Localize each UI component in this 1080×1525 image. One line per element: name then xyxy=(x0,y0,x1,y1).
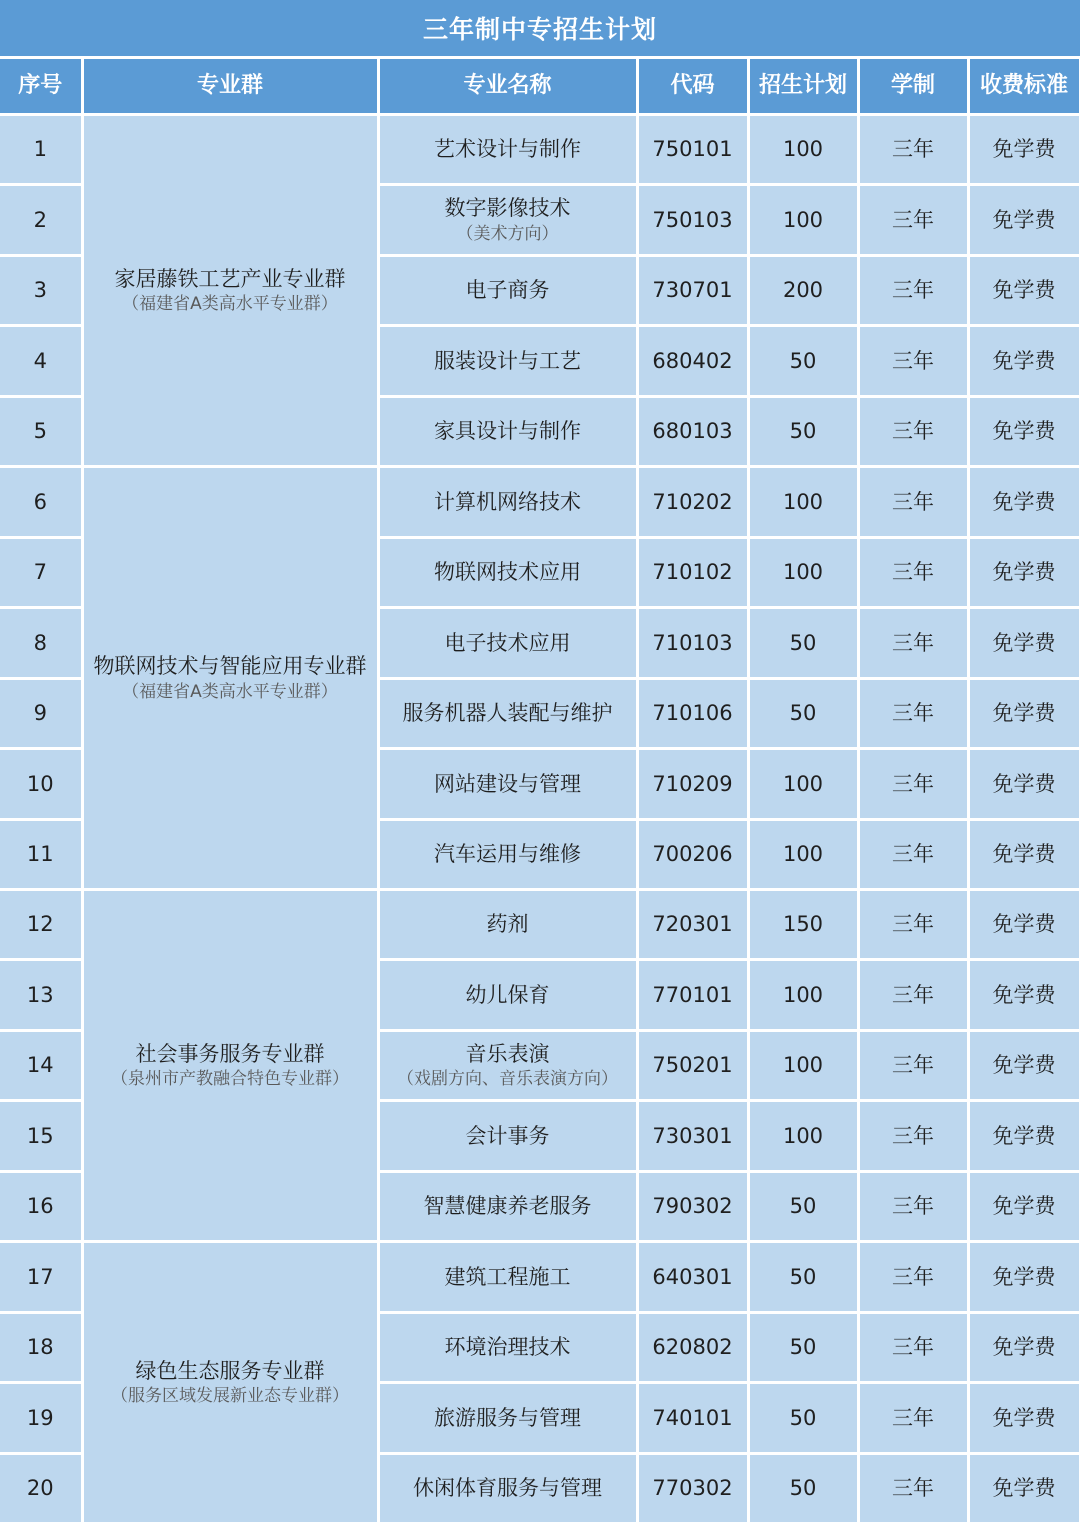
row-number: 17 xyxy=(26,1264,54,1289)
fee-standard-cell xyxy=(970,1032,1079,1099)
header-label: 收费标准 xyxy=(979,73,1068,99)
major-code: 730301 xyxy=(652,1123,733,1148)
row-number-cell xyxy=(0,680,81,747)
major-group-note: （泉州市产教融合特色专业群） xyxy=(111,1069,349,1089)
row-number-cell xyxy=(0,1102,81,1170)
study-length-cell xyxy=(860,1173,967,1240)
fee-standard-cell xyxy=(970,1243,1079,1311)
enrollment-plan: 100 xyxy=(782,137,824,162)
major-name-cell xyxy=(380,398,636,465)
enrollment-plan: 50 xyxy=(789,1405,817,1430)
major-name: 数字影像技术 xyxy=(444,196,571,221)
study-length: 三年 xyxy=(892,1335,934,1360)
row-number: 15 xyxy=(26,1123,54,1148)
enrollment-plan-cell xyxy=(750,257,857,324)
row-number-cell xyxy=(0,1032,81,1099)
major-code: 710103 xyxy=(652,630,733,655)
major-group-cell xyxy=(84,1243,377,1522)
major-code-cell xyxy=(639,609,747,677)
major-code-cell xyxy=(639,1384,747,1452)
major-name: 药剂 xyxy=(486,912,529,937)
fee-standard: 免学费 xyxy=(992,1053,1056,1078)
study-length-cell xyxy=(860,1032,967,1099)
header-label: 序号 xyxy=(18,73,63,99)
major-code: 720301 xyxy=(652,912,733,937)
major-name-cell xyxy=(380,539,636,606)
enrollment-plan: 50 xyxy=(789,1335,817,1360)
fee-standard: 免学费 xyxy=(992,1194,1056,1219)
study-length: 三年 xyxy=(892,489,934,514)
enrollment-plan: 50 xyxy=(789,419,817,444)
study-length: 三年 xyxy=(892,1123,934,1148)
major-code-cell xyxy=(639,750,747,818)
row-number: 4 xyxy=(33,348,47,373)
header-col-no xyxy=(0,59,81,113)
study-length-cell xyxy=(860,1455,967,1522)
major-name: 电子商务 xyxy=(465,278,550,303)
major-code-cell xyxy=(639,1455,747,1522)
major-code: 770302 xyxy=(652,1476,733,1501)
fee-standard: 免学费 xyxy=(992,560,1056,585)
header-label: 专业群 xyxy=(196,73,263,99)
enrollment-plan: 50 xyxy=(789,701,817,726)
major-name: 汽车运用与维修 xyxy=(434,842,581,867)
major-code-cell xyxy=(639,1173,747,1240)
major-name-cell xyxy=(380,821,636,888)
enrollment-plan-cell xyxy=(750,1032,857,1099)
major-name-cell xyxy=(380,680,636,747)
row-number: 5 xyxy=(33,419,47,444)
major-group-name: 物联网技术与智能应用专业群 xyxy=(93,654,367,679)
row-number: 1 xyxy=(33,137,47,162)
row-number-cell xyxy=(0,1314,81,1381)
header-label: 专业名称 xyxy=(463,73,552,99)
fee-standard-cell xyxy=(970,750,1079,818)
major-code-cell xyxy=(639,1243,747,1311)
row-number-cell xyxy=(0,398,81,465)
study-length: 三年 xyxy=(892,701,934,726)
row-number: 18 xyxy=(26,1335,54,1360)
enrollment-plan: 50 xyxy=(789,348,817,373)
major-code: 770101 xyxy=(652,982,733,1007)
major-code-cell xyxy=(639,961,747,1029)
enrollment-plan: 100 xyxy=(782,489,824,514)
study-length: 三年 xyxy=(892,630,934,655)
major-name: 家具设计与制作 xyxy=(434,419,581,444)
enrollment-plan: 100 xyxy=(782,842,824,867)
row-number-cell xyxy=(0,1173,81,1240)
enrollment-plan-cell xyxy=(750,609,857,677)
header-label: 学制 xyxy=(890,73,935,99)
fee-standard-cell xyxy=(970,680,1079,747)
fee-standard: 免学费 xyxy=(992,207,1056,232)
fee-standard-cell xyxy=(970,609,1079,677)
enrollment-plan: 100 xyxy=(782,771,824,796)
major-code: 680402 xyxy=(652,348,733,373)
enrollment-plan-cell xyxy=(750,1243,857,1311)
study-length-cell xyxy=(860,1102,967,1170)
major-group-note: （服务区域发展新业态专业群） xyxy=(111,1386,349,1406)
enrollment-plan-cell xyxy=(750,1173,857,1240)
fee-standard-cell xyxy=(970,539,1079,606)
row-number: 19 xyxy=(26,1405,54,1430)
row-number: 13 xyxy=(26,982,54,1007)
study-length: 三年 xyxy=(892,1194,934,1219)
enrollment-plan-cell xyxy=(750,539,857,606)
header-col-major xyxy=(380,59,636,113)
major-group-name: 绿色生态服务专业群 xyxy=(135,1358,325,1383)
header-label: 代码 xyxy=(670,73,715,99)
major-name: 网站建设与管理 xyxy=(434,771,581,796)
enrollment-plan-cell xyxy=(750,327,857,395)
enrollment-plan: 100 xyxy=(782,1123,824,1148)
row-number: 6 xyxy=(33,489,47,514)
fee-standard: 免学费 xyxy=(992,137,1056,162)
major-name: 服装设计与工艺 xyxy=(434,348,581,373)
major-group-name: 社会事务服务专业群 xyxy=(135,1041,325,1066)
row-number: 7 xyxy=(33,560,47,585)
fee-standard: 免学费 xyxy=(992,630,1056,655)
major-group-name: 家居藤铁工艺产业专业群 xyxy=(114,266,346,291)
row-number-cell xyxy=(0,539,81,606)
major-code: 750201 xyxy=(652,1053,733,1078)
major-name-cell xyxy=(380,750,636,818)
row-number-cell xyxy=(0,750,81,818)
fee-standard: 免学费 xyxy=(992,842,1056,867)
major-code-cell xyxy=(639,398,747,465)
fee-standard: 免学费 xyxy=(992,348,1056,373)
row-number: 20 xyxy=(26,1476,54,1501)
major-name-cell xyxy=(380,1384,636,1452)
major-code: 730701 xyxy=(652,278,733,303)
enrollment-plan: 50 xyxy=(789,1476,817,1501)
major-name: 艺术设计与制作 xyxy=(434,137,581,162)
enrollment-plan: 100 xyxy=(782,982,824,1007)
major-code-cell xyxy=(639,468,747,536)
row-number: 12 xyxy=(26,912,54,937)
fee-standard-cell xyxy=(970,327,1079,395)
study-length-cell xyxy=(860,680,967,747)
study-length: 三年 xyxy=(892,1405,934,1430)
study-length: 三年 xyxy=(892,842,934,867)
fee-standard-cell xyxy=(970,186,1079,254)
major-name: 幼儿保育 xyxy=(465,982,550,1007)
enrollment-plan: 50 xyxy=(789,630,817,655)
row-number-cell xyxy=(0,1455,81,1522)
major-code-cell xyxy=(639,1102,747,1170)
header-col-code xyxy=(639,59,747,113)
study-length: 三年 xyxy=(892,560,934,585)
fee-standard-cell xyxy=(970,398,1079,465)
major-code: 710209 xyxy=(652,771,733,796)
header-col-years xyxy=(860,59,967,113)
major-name: 物联网技术应用 xyxy=(434,560,581,585)
enrollment-plan-cell xyxy=(750,468,857,536)
enrollment-plan-cell xyxy=(750,398,857,465)
enrollment-plan: 100 xyxy=(782,560,824,585)
study-length: 三年 xyxy=(892,771,934,796)
fee-standard: 免学费 xyxy=(992,982,1056,1007)
study-length-cell xyxy=(860,891,967,958)
major-code: 700206 xyxy=(652,842,733,867)
row-number-cell xyxy=(0,1243,81,1311)
fee-standard: 免学费 xyxy=(992,1123,1056,1148)
major-name: 服务机器人装配与维护 xyxy=(402,701,613,726)
row-number-cell xyxy=(0,609,81,677)
enrollment-plan-cell xyxy=(750,116,857,183)
fee-standard: 免学费 xyxy=(992,1405,1056,1430)
row-number-cell xyxy=(0,1384,81,1452)
row-number-cell xyxy=(0,961,81,1029)
major-name: 智慧健康养老服务 xyxy=(423,1194,592,1219)
major-code: 640301 xyxy=(652,1264,733,1289)
study-length: 三年 xyxy=(892,278,934,303)
major-name: 会计事务 xyxy=(465,1123,550,1148)
major-name-cell xyxy=(380,891,636,958)
study-length: 三年 xyxy=(892,207,934,232)
fee-standard: 免学费 xyxy=(992,489,1056,514)
major-name-cell xyxy=(380,1173,636,1240)
fee-standard: 免学费 xyxy=(992,912,1056,937)
row-number: 8 xyxy=(33,630,47,655)
fee-standard-cell xyxy=(970,1455,1079,1522)
row-number-cell xyxy=(0,468,81,536)
fee-standard-cell xyxy=(970,257,1079,324)
header-col-group xyxy=(84,59,377,113)
enrollment-plan-cell xyxy=(750,1314,857,1381)
major-name: 休闲体育服务与管理 xyxy=(413,1476,602,1501)
enrollment-plan: 50 xyxy=(789,1264,817,1289)
major-name-cell xyxy=(380,468,636,536)
row-number: 2 xyxy=(33,207,47,232)
major-code: 710106 xyxy=(652,701,733,726)
fee-standard: 免学费 xyxy=(992,419,1056,444)
row-number-cell xyxy=(0,891,81,958)
row-number-cell xyxy=(0,327,81,395)
major-code-cell xyxy=(639,1032,747,1099)
row-number: 14 xyxy=(26,1053,54,1078)
fee-standard: 免学费 xyxy=(992,1476,1056,1501)
major-name: 环境治理技术 xyxy=(444,1335,571,1360)
fee-standard-cell xyxy=(970,1384,1079,1452)
fee-standard: 免学费 xyxy=(992,278,1056,303)
study-length: 三年 xyxy=(892,912,934,937)
study-length-cell xyxy=(860,961,967,1029)
fee-standard: 免学费 xyxy=(992,701,1056,726)
fee-standard-cell xyxy=(970,1314,1079,1381)
enrollment-plan: 200 xyxy=(782,278,824,303)
major-code: 680103 xyxy=(652,419,733,444)
study-length-cell xyxy=(860,539,967,606)
major-code-cell xyxy=(639,186,747,254)
row-number: 10 xyxy=(26,771,54,796)
major-code-cell xyxy=(639,680,747,747)
major-name: 旅游服务与管理 xyxy=(434,1405,581,1430)
row-number-cell xyxy=(0,116,81,183)
study-length: 三年 xyxy=(892,1053,934,1078)
header-col-fee xyxy=(970,59,1079,113)
major-name-cell xyxy=(380,961,636,1029)
fee-standard-cell xyxy=(970,116,1079,183)
study-length-cell xyxy=(860,609,967,677)
row-number: 9 xyxy=(33,701,47,726)
major-group-note: （福建省A类高水平专业群） xyxy=(122,681,338,702)
row-number-cell xyxy=(0,186,81,254)
study-length: 三年 xyxy=(892,1476,934,1501)
enrollment-plan: 100 xyxy=(782,207,824,232)
major-group-cell xyxy=(84,891,377,1240)
major-name-cell xyxy=(380,609,636,677)
major-name: 建筑工程施工 xyxy=(444,1264,571,1289)
study-length-cell xyxy=(860,468,967,536)
enrollment-plan-cell xyxy=(750,891,857,958)
fee-standard: 免学费 xyxy=(992,1264,1056,1289)
major-code-cell xyxy=(639,327,747,395)
major-name: 电子技术应用 xyxy=(444,630,571,655)
major-subtitle: （美术方向） xyxy=(456,223,559,244)
fee-standard-cell xyxy=(970,1173,1079,1240)
major-name-cell xyxy=(380,1314,636,1381)
major-code: 620802 xyxy=(652,1335,733,1360)
major-code-cell xyxy=(639,821,747,888)
fee-standard: 免学费 xyxy=(992,1335,1056,1360)
major-name-cell xyxy=(380,257,636,324)
study-length: 三年 xyxy=(892,419,934,444)
fee-standard-cell xyxy=(970,891,1079,958)
major-name-cell xyxy=(380,1243,636,1311)
fee-standard-cell xyxy=(970,821,1079,888)
major-name-cell xyxy=(380,1032,636,1099)
study-length: 三年 xyxy=(892,1264,934,1289)
row-number-cell xyxy=(0,257,81,324)
enrollment-plan: 50 xyxy=(789,1194,817,1219)
major-name: 音乐表演 xyxy=(465,1041,550,1066)
major-code-cell xyxy=(639,116,747,183)
major-name: 计算机网络技术 xyxy=(434,489,581,514)
fee-standard-cell xyxy=(970,1102,1079,1170)
study-length-cell xyxy=(860,398,967,465)
enrollment-plan-cell xyxy=(750,186,857,254)
study-length-cell xyxy=(860,116,967,183)
enrollment-plan-cell xyxy=(750,750,857,818)
study-length-cell xyxy=(860,1384,967,1452)
study-length: 三年 xyxy=(892,348,934,373)
fee-standard-cell xyxy=(970,468,1079,536)
major-group-cell xyxy=(84,116,377,465)
major-subtitle: （戏剧方向、音乐表演方向） xyxy=(397,1069,618,1089)
major-name-cell xyxy=(380,186,636,254)
table-title: 三年制中专招生计划 xyxy=(0,0,1080,56)
major-code: 710202 xyxy=(652,489,733,514)
row-number: 11 xyxy=(26,842,54,867)
major-name-cell xyxy=(380,1455,636,1522)
major-code-cell xyxy=(639,539,747,606)
study-length-cell xyxy=(860,257,967,324)
enrollment-plan-cell xyxy=(750,821,857,888)
study-length: 三年 xyxy=(892,137,934,162)
study-length-cell xyxy=(860,1314,967,1381)
major-group-cell xyxy=(84,468,377,888)
major-code: 710102 xyxy=(652,560,733,585)
major-code-cell xyxy=(639,1314,747,1381)
enrollment-plan-cell xyxy=(750,680,857,747)
enrollment-plan: 150 xyxy=(782,912,824,937)
study-length-cell xyxy=(860,327,967,395)
study-length: 三年 xyxy=(892,982,934,1007)
fee-standard: 免学费 xyxy=(992,771,1056,796)
major-code: 740101 xyxy=(652,1405,733,1430)
major-group-note: （福建省A类高水平专业群） xyxy=(122,294,338,314)
enrollment-plan: 100 xyxy=(782,1053,824,1078)
header-col-plan xyxy=(750,59,857,113)
major-code-cell xyxy=(639,891,747,958)
major-name-cell xyxy=(380,1102,636,1170)
enrollment-plan-cell xyxy=(750,961,857,1029)
study-length-cell xyxy=(860,750,967,818)
major-code-cell xyxy=(639,257,747,324)
enrollment-plan-cell xyxy=(750,1455,857,1522)
row-number: 3 xyxy=(33,278,47,303)
fee-standard-cell xyxy=(970,961,1079,1029)
study-length-cell xyxy=(860,186,967,254)
header-label: 招生计划 xyxy=(758,73,847,99)
row-number-cell xyxy=(0,821,81,888)
row-number: 16 xyxy=(26,1194,54,1219)
enrollment-plan-cell xyxy=(750,1102,857,1170)
major-code: 750103 xyxy=(652,207,733,232)
major-name-cell xyxy=(380,327,636,395)
major-code: 750101 xyxy=(652,137,733,162)
major-name-cell xyxy=(380,116,636,183)
major-code: 790302 xyxy=(652,1194,733,1219)
study-length-cell xyxy=(860,821,967,888)
study-length-cell xyxy=(860,1243,967,1311)
enrollment-plan-cell xyxy=(750,1384,857,1452)
